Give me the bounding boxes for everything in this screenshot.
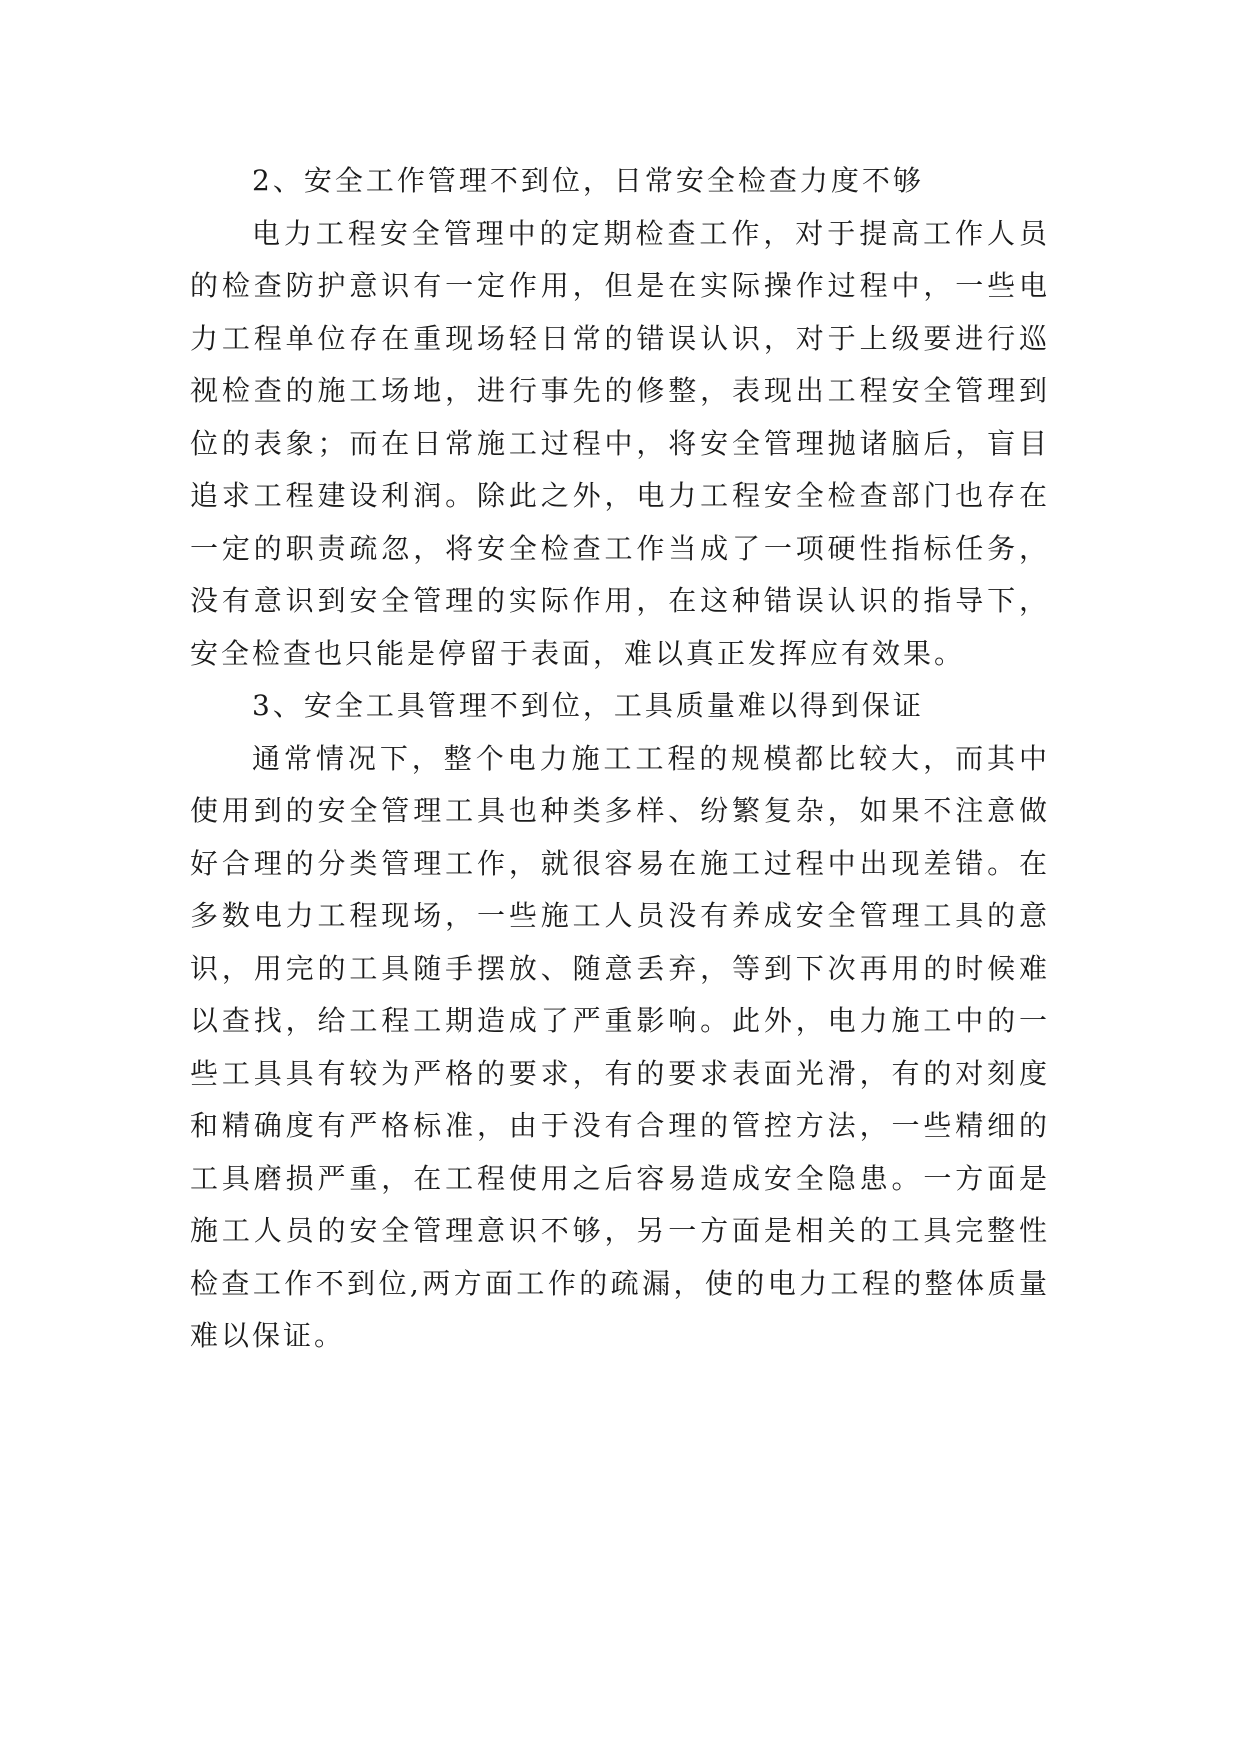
paragraph-safety-inspection: 电力工程安全管理中的定期检查工作，对于提高工作人员的检查防护意识有一定作用，但是在实际操作过程中，一些电力工程单位存在重现场轻日常的错误认识，对于上级要进行巡视检查的施工场地，进行事先的修整，表现出工程安全管理到位的表象；而在日常施工过程中，将安全管理抛诸脑后，盲目追求工程建设利润。除此之外，电力工程安全检查部门也存在一定的职责疏忽，将安全检查工作当成了一项硬性指标任务，没有意识到安全管理的实际作用，在这种错误认识的指导下，安全检查也只能是停留于表面，难以真正发挥应有效果。 [190,216,1050,670]
document-body [190,155,1050,1363]
section-heading-2: 2、安全工作管理不到位，日常安全检查力度不够 [252,164,924,197]
section-heading-3: 3、安全工具管理不到位，工具质量难以得到保证 [252,689,924,722]
paragraph-safety-tools: 通常情况下，整个电力施工工程的规模都比较大，而其中使用到的安全管理工具也种类多样、纷繁复杂，如果不注意做好合理的分类管理工作，就很容易在施工过程中出现差错。在多数电力工程现场，一些施工人员没有养成安全管理工具的意识，用完的工具随手摆放、随意丢弃，等到下次再用的时候难以查找，给工程工期造成了严重影响。此外，电力施工中的一些工具具有较为严格的要求，有的要求表面光滑，有的对刻度和精确度有严格标准，由于没有合理的管控方法，一些精细的工具磨损严重，在工程使用之后容易造成安全隐患。一方面是施工人员的安全管理意识不够，另一方面是相关的工具完整性检查工作不到位,两方面工作的疏漏，使的电力工程的整体质量难以保证。 [190,741,1050,1352]
